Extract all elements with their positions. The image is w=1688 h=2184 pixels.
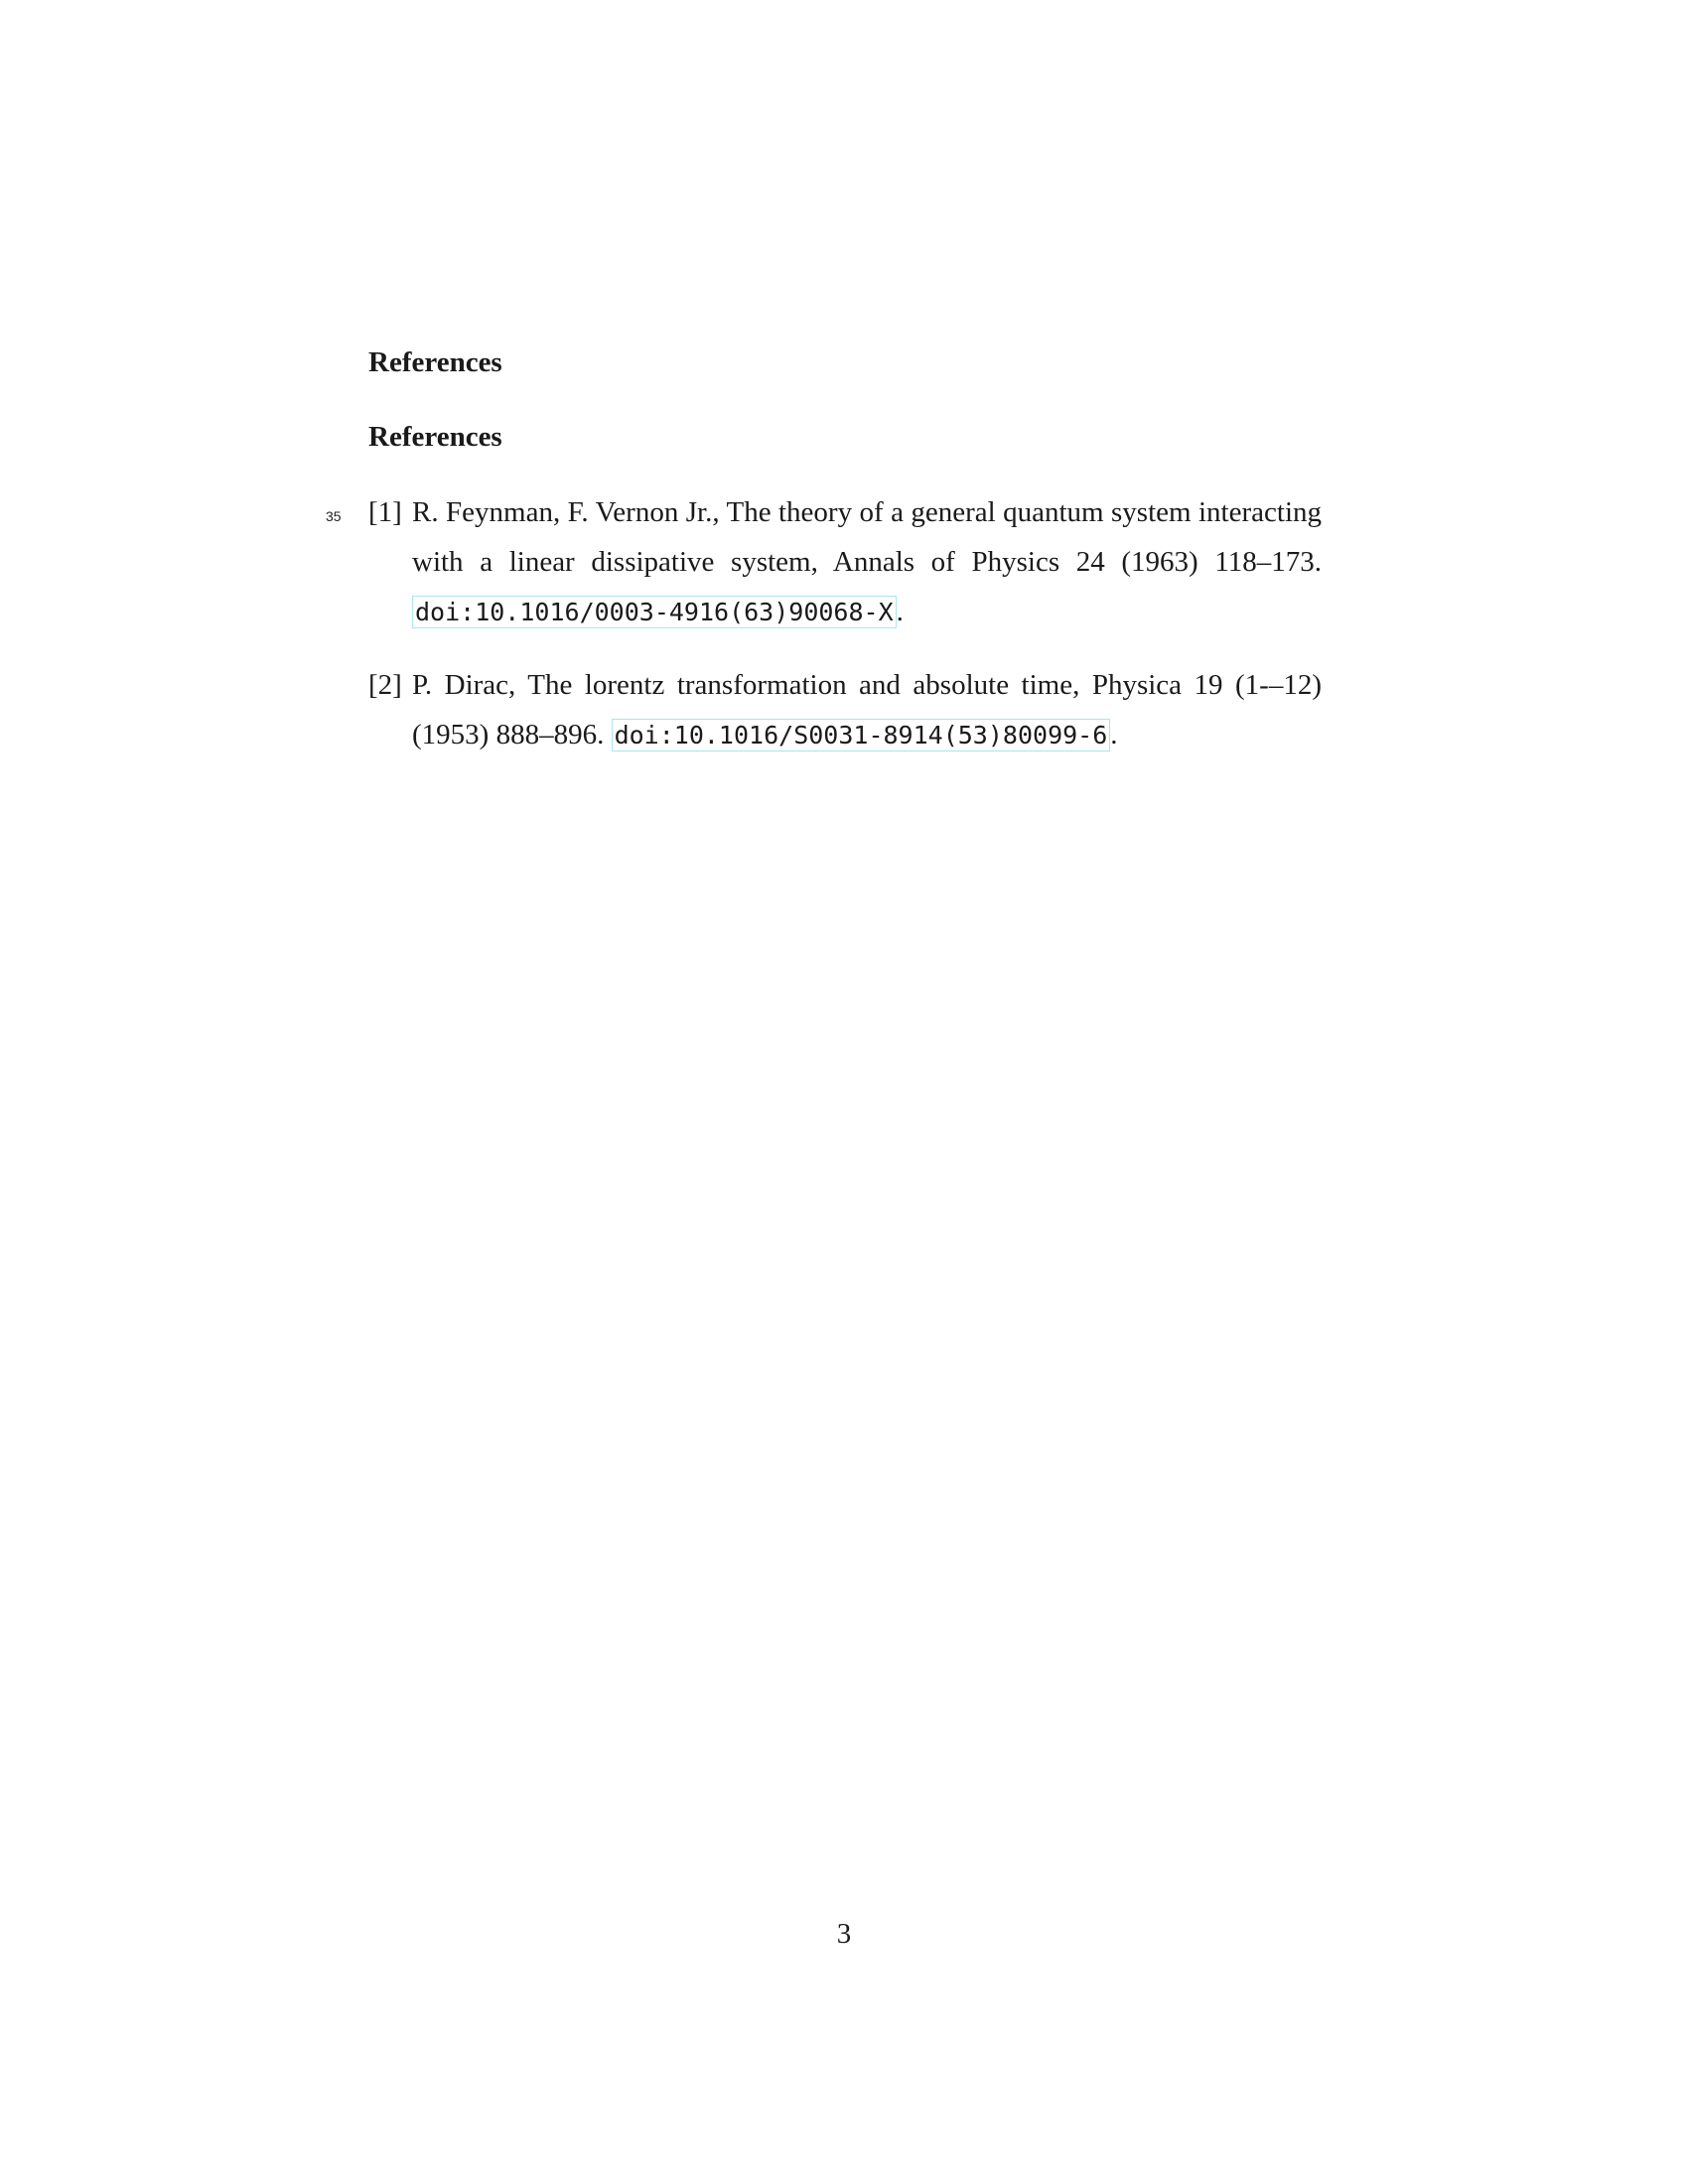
reference-suffix: . [1110, 719, 1118, 751]
reference-label: [1] [368, 496, 402, 528]
reference-entry [368, 487, 1322, 637]
doi-link[interactable]: doi:10.1016/S0031-8914(53)80099-6 [612, 719, 1111, 751]
references-heading: References [368, 346, 502, 378]
reference-text: R. Feynman, F. Vernon Jr., The theory of a general quantum system interacting with a linear dissipative system, Annals of Physics 24 (1963) 118–173. [412, 496, 1322, 578]
references-heading: References [368, 421, 502, 453]
reference-body [412, 660, 1322, 760]
doi-link[interactable]: doi:10.1016/0003-4916(63)90068-X [412, 596, 897, 628]
line-number: 35 [326, 508, 342, 524]
reference-body [412, 487, 1322, 637]
page-number: 3 [836, 1918, 852, 1950]
reference-entry [368, 660, 1322, 760]
reference-suffix: . [896, 596, 904, 627]
reference-label: [2] [368, 669, 402, 701]
reference-text: P. Dirac, The lorentz transformation and absolute time, Physica 19 (1-–12) (1953) 888–896. [412, 669, 1322, 751]
